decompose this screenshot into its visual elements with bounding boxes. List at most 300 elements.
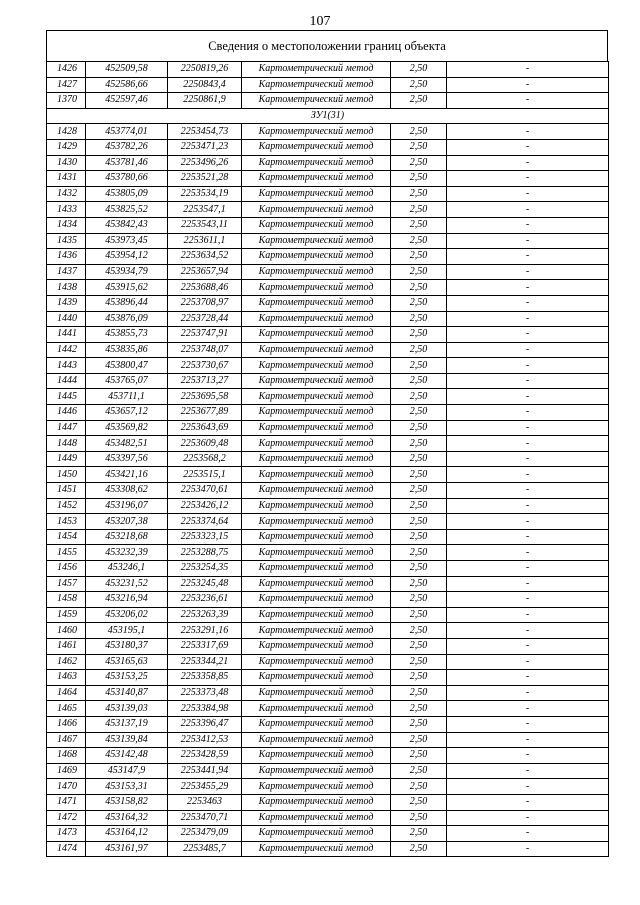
description-cell: - (447, 233, 609, 249)
description-cell: - (447, 638, 609, 654)
coordinate-y: 2253358,85 (168, 670, 242, 686)
table-row (47, 685, 609, 701)
coordinate-y: 2253291,16 (168, 623, 242, 639)
point-number: 1433 (47, 202, 86, 218)
method-cell: Картометрический метод (242, 561, 391, 577)
coordinate-y: 2253634,52 (168, 249, 242, 265)
coordinate-y: 2253323,15 (168, 529, 242, 545)
accuracy-cell: 2,50 (391, 623, 447, 639)
point-number: 1460 (47, 623, 86, 639)
description-cell: - (447, 280, 609, 296)
table-row (47, 592, 609, 608)
coordinate-x: 453781,46 (86, 155, 168, 171)
coordinate-y: 2253396,47 (168, 716, 242, 732)
table-row (47, 514, 609, 530)
accuracy-cell: 2,50 (391, 748, 447, 764)
coordinate-y: 2253688,46 (168, 280, 242, 296)
coordinate-x: 453780,66 (86, 171, 168, 187)
description-cell: - (447, 342, 609, 358)
coordinate-x: 453216,94 (86, 592, 168, 608)
coordinate-x: 453195,1 (86, 623, 168, 639)
point-number: 1448 (47, 436, 86, 452)
method-cell: Картометрический метод (242, 498, 391, 514)
table-row (47, 701, 609, 717)
coordinate-y: 2253254,35 (168, 561, 242, 577)
table-row (47, 186, 609, 202)
point-number: 1453 (47, 514, 86, 530)
table-row (47, 638, 609, 654)
coordinate-x: 453231,52 (86, 576, 168, 592)
accuracy-cell: 2,50 (391, 670, 447, 686)
method-cell: Картометрический метод (242, 467, 391, 483)
description-cell: - (447, 436, 609, 452)
accuracy-cell: 2,50 (391, 124, 447, 140)
table-row (47, 794, 609, 810)
description-cell: - (447, 763, 609, 779)
method-cell: Картометрический метод (242, 794, 391, 810)
coordinate-y: 2253657,94 (168, 264, 242, 280)
accuracy-cell: 2,50 (391, 483, 447, 499)
accuracy-cell: 2,50 (391, 139, 447, 155)
coordinate-y: 2253373,48 (168, 685, 242, 701)
description-cell: - (447, 748, 609, 764)
method-cell: Картометрический метод (242, 685, 391, 701)
point-number: 1436 (47, 249, 86, 265)
point-number: 1437 (47, 264, 86, 280)
description-cell: - (447, 483, 609, 499)
description-cell: - (447, 826, 609, 842)
coordinate-x: 453139,84 (86, 732, 168, 748)
point-number: 1449 (47, 451, 86, 467)
table-row (47, 171, 609, 187)
method-cell: Картометрический метод (242, 202, 391, 218)
coordinate-x: 453842,43 (86, 217, 168, 233)
description-cell: - (447, 732, 609, 748)
method-cell: Картометрический метод (242, 763, 391, 779)
coordinate-y: 2253521,28 (168, 171, 242, 187)
table-row (47, 826, 609, 842)
accuracy-cell: 2,50 (391, 311, 447, 327)
method-cell: Картометрический метод (242, 186, 391, 202)
point-number: 1465 (47, 701, 86, 717)
coordinate-x: 452509,58 (86, 62, 168, 78)
table-row (47, 93, 609, 109)
point-number: 1456 (47, 561, 86, 577)
accuracy-cell: 2,50 (391, 171, 447, 187)
method-cell: Картометрический метод (242, 732, 391, 748)
coordinate-y: 2253317,69 (168, 638, 242, 654)
coordinate-y: 2253611,1 (168, 233, 242, 249)
accuracy-cell: 2,50 (391, 186, 447, 202)
accuracy-cell: 2,50 (391, 93, 447, 109)
coordinate-x: 453206,02 (86, 607, 168, 623)
method-cell: Картометрический метод (242, 545, 391, 561)
point-number: 1474 (47, 841, 86, 857)
description-cell: - (447, 155, 609, 171)
table-row (47, 467, 609, 483)
table-row (47, 233, 609, 249)
accuracy-cell: 2,50 (391, 763, 447, 779)
coordinate-x: 453569,82 (86, 420, 168, 436)
point-number: 1467 (47, 732, 86, 748)
coordinate-y: 2253426,12 (168, 498, 242, 514)
point-number: 1446 (47, 405, 86, 421)
coordinate-x: 453137,19 (86, 716, 168, 732)
table-row (47, 295, 609, 311)
table-row (47, 561, 609, 577)
method-cell: Картометрический метод (242, 779, 391, 795)
accuracy-cell: 2,50 (391, 467, 447, 483)
accuracy-cell: 2,50 (391, 249, 447, 265)
method-cell: Картометрический метод (242, 155, 391, 171)
method-cell: Картометрический метод (242, 327, 391, 343)
accuracy-cell: 2,50 (391, 280, 447, 296)
description-cell: - (447, 467, 609, 483)
coordinate-y: 2253543,11 (168, 217, 242, 233)
method-cell: Картометрический метод (242, 451, 391, 467)
method-cell: Картометрический метод (242, 62, 391, 78)
point-number: 1457 (47, 576, 86, 592)
coordinate-y: 2253412,53 (168, 732, 242, 748)
table-row (47, 202, 609, 218)
table-row (47, 607, 609, 623)
description-cell: - (447, 124, 609, 140)
description-cell: - (447, 685, 609, 701)
description-cell: - (447, 545, 609, 561)
point-number: 1472 (47, 810, 86, 826)
accuracy-cell: 2,50 (391, 545, 447, 561)
point-number: 1461 (47, 638, 86, 654)
description-cell: - (447, 670, 609, 686)
coordinate-x: 453246,1 (86, 561, 168, 577)
coordinate-x: 453421,16 (86, 467, 168, 483)
table-row (47, 249, 609, 265)
description-cell: - (447, 607, 609, 623)
coordinate-y: 2253677,89 (168, 405, 242, 421)
coordinate-x: 453180,37 (86, 638, 168, 654)
accuracy-cell: 2,50 (391, 217, 447, 233)
coordinate-y: 2253748,07 (168, 342, 242, 358)
coordinate-y: 2253515,1 (168, 467, 242, 483)
method-cell: Картометрический метод (242, 93, 391, 109)
method-cell: Картометрический метод (242, 124, 391, 140)
method-cell: Картометрический метод (242, 217, 391, 233)
coordinate-y: 2253534,19 (168, 186, 242, 202)
boundary-table-sheet (46, 30, 608, 857)
table-row (47, 389, 609, 405)
description-cell: - (447, 62, 609, 78)
description-cell: - (447, 701, 609, 717)
point-number: 1431 (47, 171, 86, 187)
point-number: 1438 (47, 280, 86, 296)
table-row (47, 810, 609, 826)
coordinate-y: 2253288,75 (168, 545, 242, 561)
accuracy-cell: 2,50 (391, 841, 447, 857)
accuracy-cell: 2,50 (391, 498, 447, 514)
accuracy-cell: 2,50 (391, 794, 447, 810)
method-cell: Картометрический метод (242, 810, 391, 826)
point-number: 1451 (47, 483, 86, 499)
description-cell: - (447, 529, 609, 545)
table-row (47, 139, 609, 155)
coordinate-y: 2253245,48 (168, 576, 242, 592)
table-row (47, 436, 609, 452)
accuracy-cell: 2,50 (391, 264, 447, 280)
method-cell: Картометрический метод (242, 716, 391, 732)
point-number: 1459 (47, 607, 86, 623)
coordinate-x: 453774,01 (86, 124, 168, 140)
coordinate-x: 453161,97 (86, 841, 168, 857)
table-row (47, 373, 609, 389)
coordinate-x: 453153,31 (86, 779, 168, 795)
table-row (47, 155, 609, 171)
section-label: ЗУ1(31) (47, 108, 609, 124)
table-row (47, 217, 609, 233)
method-cell: Картометрический метод (242, 373, 391, 389)
accuracy-cell: 2,50 (391, 561, 447, 577)
table-row (47, 498, 609, 514)
table-row (47, 716, 609, 732)
coordinates-table (46, 61, 609, 857)
description-cell: - (447, 420, 609, 436)
coordinate-x: 453855,73 (86, 327, 168, 343)
description-cell: - (447, 139, 609, 155)
description-cell: - (447, 249, 609, 265)
coordinate-y: 2253455,29 (168, 779, 242, 795)
coordinate-y: 2253713,27 (168, 373, 242, 389)
description-cell: - (447, 217, 609, 233)
section-header (47, 108, 609, 124)
method-cell: Картометрический метод (242, 654, 391, 670)
table-row (47, 342, 609, 358)
coordinate-x: 453876,09 (86, 311, 168, 327)
description-cell: - (447, 264, 609, 280)
description-cell: - (447, 841, 609, 857)
point-number: 1445 (47, 389, 86, 405)
point-number: 1464 (47, 685, 86, 701)
coordinate-x: 453934,79 (86, 264, 168, 280)
point-number: 1455 (47, 545, 86, 561)
coordinate-y: 2253479,09 (168, 826, 242, 842)
method-cell: Картометрический метод (242, 405, 391, 421)
coordinate-x: 453164,12 (86, 826, 168, 842)
point-number: 1434 (47, 217, 86, 233)
point-number: 1444 (47, 373, 86, 389)
coordinate-x: 453140,87 (86, 685, 168, 701)
coordinate-y: 2253463 (168, 794, 242, 810)
coordinate-x: 453915,62 (86, 280, 168, 296)
coordinate-y: 2250843,4 (168, 77, 242, 93)
coordinate-x: 453954,12 (86, 249, 168, 265)
method-cell: Картометрический метод (242, 342, 391, 358)
accuracy-cell: 2,50 (391, 810, 447, 826)
table-row (47, 327, 609, 343)
description-cell: - (447, 576, 609, 592)
coordinate-y: 2253547,1 (168, 202, 242, 218)
coordinate-y: 2253708,97 (168, 295, 242, 311)
accuracy-cell: 2,50 (391, 701, 447, 717)
table-row (47, 623, 609, 639)
table-row (47, 124, 609, 140)
coordinate-y: 2253470,61 (168, 483, 242, 499)
description-cell: - (447, 327, 609, 343)
method-cell: Картометрический метод (242, 280, 391, 296)
coordinate-x: 452586,66 (86, 77, 168, 93)
method-cell: Картометрический метод (242, 171, 391, 187)
coordinate-x: 453805,09 (86, 186, 168, 202)
accuracy-cell: 2,50 (391, 514, 447, 530)
coordinate-y: 2253485,7 (168, 841, 242, 857)
description-cell: - (447, 514, 609, 530)
table-row (47, 841, 609, 857)
point-number: 1427 (47, 77, 86, 93)
method-cell: Картометрический метод (242, 264, 391, 280)
accuracy-cell: 2,50 (391, 155, 447, 171)
coordinate-x: 452597,46 (86, 93, 168, 109)
accuracy-cell: 2,50 (391, 592, 447, 608)
coordinate-x: 453711,1 (86, 389, 168, 405)
table-row (47, 280, 609, 296)
table-row (47, 264, 609, 280)
point-number: 1430 (47, 155, 86, 171)
coordinate-x: 453207,38 (86, 514, 168, 530)
table-row (47, 763, 609, 779)
coordinate-x: 453397,56 (86, 451, 168, 467)
description-cell: - (447, 311, 609, 327)
accuracy-cell: 2,50 (391, 732, 447, 748)
table-row (47, 654, 609, 670)
accuracy-cell: 2,50 (391, 576, 447, 592)
description-cell: - (447, 810, 609, 826)
description-cell: - (447, 186, 609, 202)
accuracy-cell: 2,50 (391, 716, 447, 732)
point-number: 1443 (47, 358, 86, 374)
coordinate-y: 2253384,98 (168, 701, 242, 717)
table-row (47, 358, 609, 374)
table-row (47, 732, 609, 748)
method-cell: Картометрический метод (242, 607, 391, 623)
accuracy-cell: 2,50 (391, 389, 447, 405)
page-number: 107 (309, 14, 331, 29)
coordinate-x: 453973,45 (86, 233, 168, 249)
accuracy-cell: 2,50 (391, 373, 447, 389)
description-cell: - (447, 202, 609, 218)
accuracy-cell: 2,50 (391, 529, 447, 545)
description-cell: - (447, 389, 609, 405)
coordinate-x: 453218,68 (86, 529, 168, 545)
method-cell: Картометрический метод (242, 623, 391, 639)
coordinate-x: 453196,07 (86, 498, 168, 514)
point-number: 1458 (47, 592, 86, 608)
coordinate-y: 2253730,67 (168, 358, 242, 374)
description-cell: - (447, 373, 609, 389)
coordinate-x: 453800,47 (86, 358, 168, 374)
coordinate-y: 2253236,61 (168, 592, 242, 608)
coordinate-x: 453164,32 (86, 810, 168, 826)
description-cell: - (447, 498, 609, 514)
table-row (47, 420, 609, 436)
method-cell: Картометрический метод (242, 841, 391, 857)
accuracy-cell: 2,50 (391, 436, 447, 452)
method-cell: Картометрический метод (242, 670, 391, 686)
point-number: 1428 (47, 124, 86, 140)
point-number: 1469 (47, 763, 86, 779)
rows-after-section (47, 124, 609, 857)
coordinate-y: 2250819,26 (168, 62, 242, 78)
accuracy-cell: 2,50 (391, 327, 447, 343)
description-cell: - (447, 794, 609, 810)
method-cell: Картометрический метод (242, 826, 391, 842)
coordinate-y: 2253643,69 (168, 420, 242, 436)
description-cell: - (447, 779, 609, 795)
description-cell: - (447, 623, 609, 639)
point-number: 1454 (47, 529, 86, 545)
method-cell: Картометрический метод (242, 295, 391, 311)
coordinate-y: 2253454,73 (168, 124, 242, 140)
accuracy-cell: 2,50 (391, 607, 447, 623)
description-cell: - (447, 93, 609, 109)
point-number: 1470 (47, 779, 86, 795)
method-cell: Картометрический метод (242, 420, 391, 436)
coordinate-y: 2253374,64 (168, 514, 242, 530)
method-cell: Картометрический метод (242, 249, 391, 265)
accuracy-cell: 2,50 (391, 779, 447, 795)
description-cell: - (447, 358, 609, 374)
method-cell: Картометрический метод (242, 389, 391, 405)
table-row (47, 748, 609, 764)
coordinate-x: 453896,44 (86, 295, 168, 311)
description-cell: - (447, 171, 609, 187)
coordinate-y: 2253609,48 (168, 436, 242, 452)
coordinate-y: 2253441,94 (168, 763, 242, 779)
accuracy-cell: 2,50 (391, 451, 447, 467)
method-cell: Картометрический метод (242, 436, 391, 452)
coordinate-x: 453147,9 (86, 763, 168, 779)
point-number: 1370 (47, 93, 86, 109)
coordinate-x: 453158,82 (86, 794, 168, 810)
method-cell: Картометрический метод (242, 748, 391, 764)
coordinate-y: 2253568,2 (168, 451, 242, 467)
method-cell: Картометрический метод (242, 311, 391, 327)
point-number: 1441 (47, 327, 86, 343)
coordinate-y: 2250861,9 (168, 93, 242, 109)
table-row (47, 77, 609, 93)
point-number: 1439 (47, 295, 86, 311)
coordinate-x: 453165,63 (86, 654, 168, 670)
point-number: 1435 (47, 233, 86, 249)
coordinate-x: 453657,12 (86, 405, 168, 421)
method-cell: Картометрический метод (242, 638, 391, 654)
coordinate-x: 453835,86 (86, 342, 168, 358)
method-cell: Картометрический метод (242, 576, 391, 592)
coordinate-y: 2253263,39 (168, 607, 242, 623)
method-cell: Картометрический метод (242, 358, 391, 374)
description-cell: - (447, 592, 609, 608)
accuracy-cell: 2,50 (391, 202, 447, 218)
method-cell: Картометрический метод (242, 701, 391, 717)
accuracy-cell: 2,50 (391, 654, 447, 670)
method-cell: Картометрический метод (242, 514, 391, 530)
method-cell: Картометрический метод (242, 483, 391, 499)
accuracy-cell: 2,50 (391, 358, 447, 374)
coordinate-x: 453825,52 (86, 202, 168, 218)
coordinate-y: 2253695,58 (168, 389, 242, 405)
point-number: 1471 (47, 794, 86, 810)
point-number: 1429 (47, 139, 86, 155)
accuracy-cell: 2,50 (391, 77, 447, 93)
coordinate-x: 453232,39 (86, 545, 168, 561)
point-number: 1466 (47, 716, 86, 732)
